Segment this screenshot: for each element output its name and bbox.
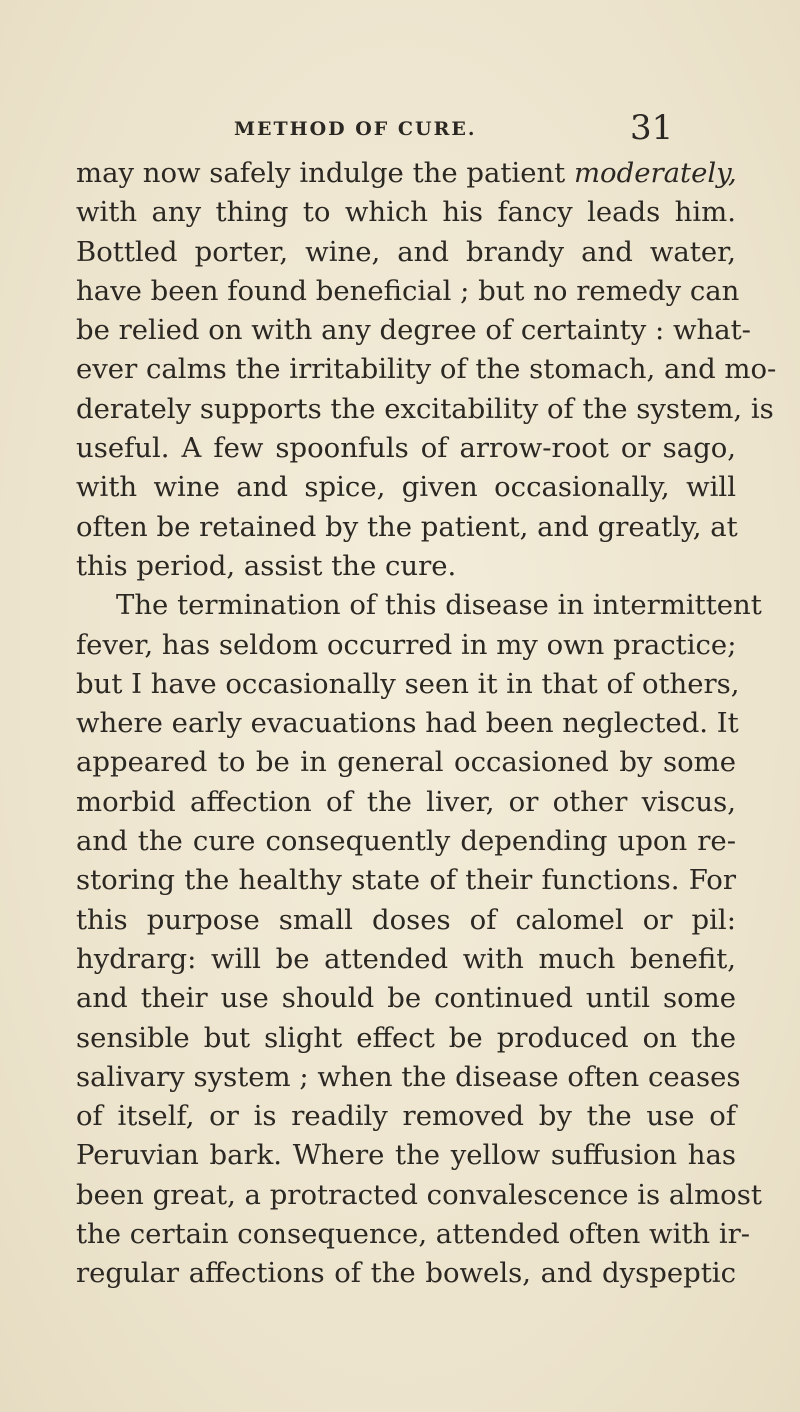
text-line: and the cure consequently depending upon re- <box>76 825 736 858</box>
text-line: with wine and spice, given occasionally, will <box>76 471 736 504</box>
page-number: 31 <box>630 108 674 148</box>
text-line: often be retained by the patient, and greatly, at <box>76 510 738 543</box>
body-text <box>76 154 777 1294</box>
text-line: derately supports the excitability of the system, is <box>76 392 774 425</box>
text-line: and their use should be continued until some <box>76 982 736 1015</box>
text-line: be relied on with any degree of certainty : what- <box>76 314 751 347</box>
text-line: may now safely indulge the patient moderately, <box>76 157 737 189</box>
text-line: hydrarg: will be attended with much benefit, <box>76 942 736 975</box>
text-line: Bottled porter, wine, and brandy and water, <box>76 235 736 268</box>
text-line: salivary system ; when the disease often ceases <box>76 1060 741 1093</box>
text-line: this period, assist the cure. <box>76 549 457 582</box>
text-line: ever calms the irritability of the stomach, and mo- <box>76 353 777 386</box>
text-line: been great, a protracted convalescence is almost <box>76 1178 762 1211</box>
text-line: fever, has seldom occurred in my own practice; <box>76 628 737 661</box>
text-line: sensible but slight effect be produced on the <box>76 1021 736 1054</box>
text-line: with any thing to which his fancy leads him. <box>76 196 736 229</box>
text-line: morbid affection of the liver, or other viscus, <box>76 785 736 818</box>
text-line: this purpose small doses of calomel or pil: <box>76 903 736 936</box>
text-line: storing the healthy state of their functions. For <box>76 864 736 897</box>
text-line: The termination of this disease in intermittent <box>116 589 762 622</box>
text-line: regular affections of the bowels, and dyspeptic <box>76 1257 736 1290</box>
running-head: METHOD OF CURE. <box>234 118 477 140</box>
text-line: of itself, or is readily removed by the use of <box>76 1100 736 1133</box>
page-header <box>0 108 800 148</box>
text-line: Peruvian bark. Where the yellow suffusion has <box>76 1139 736 1172</box>
text-line: but I have occasionally seen it in that of others, <box>76 667 740 700</box>
text-line: the certain consequence, attended often with ir- <box>76 1218 751 1251</box>
text-line: have been found beneficial ; but no remedy can <box>76 274 740 307</box>
text-line: where early evacuations had been neglected. It <box>76 707 739 740</box>
text-line: useful. A few spoonfuls of arrow-root or sago, <box>76 432 736 465</box>
text-line: appeared to be in general occasioned by some <box>76 746 736 779</box>
